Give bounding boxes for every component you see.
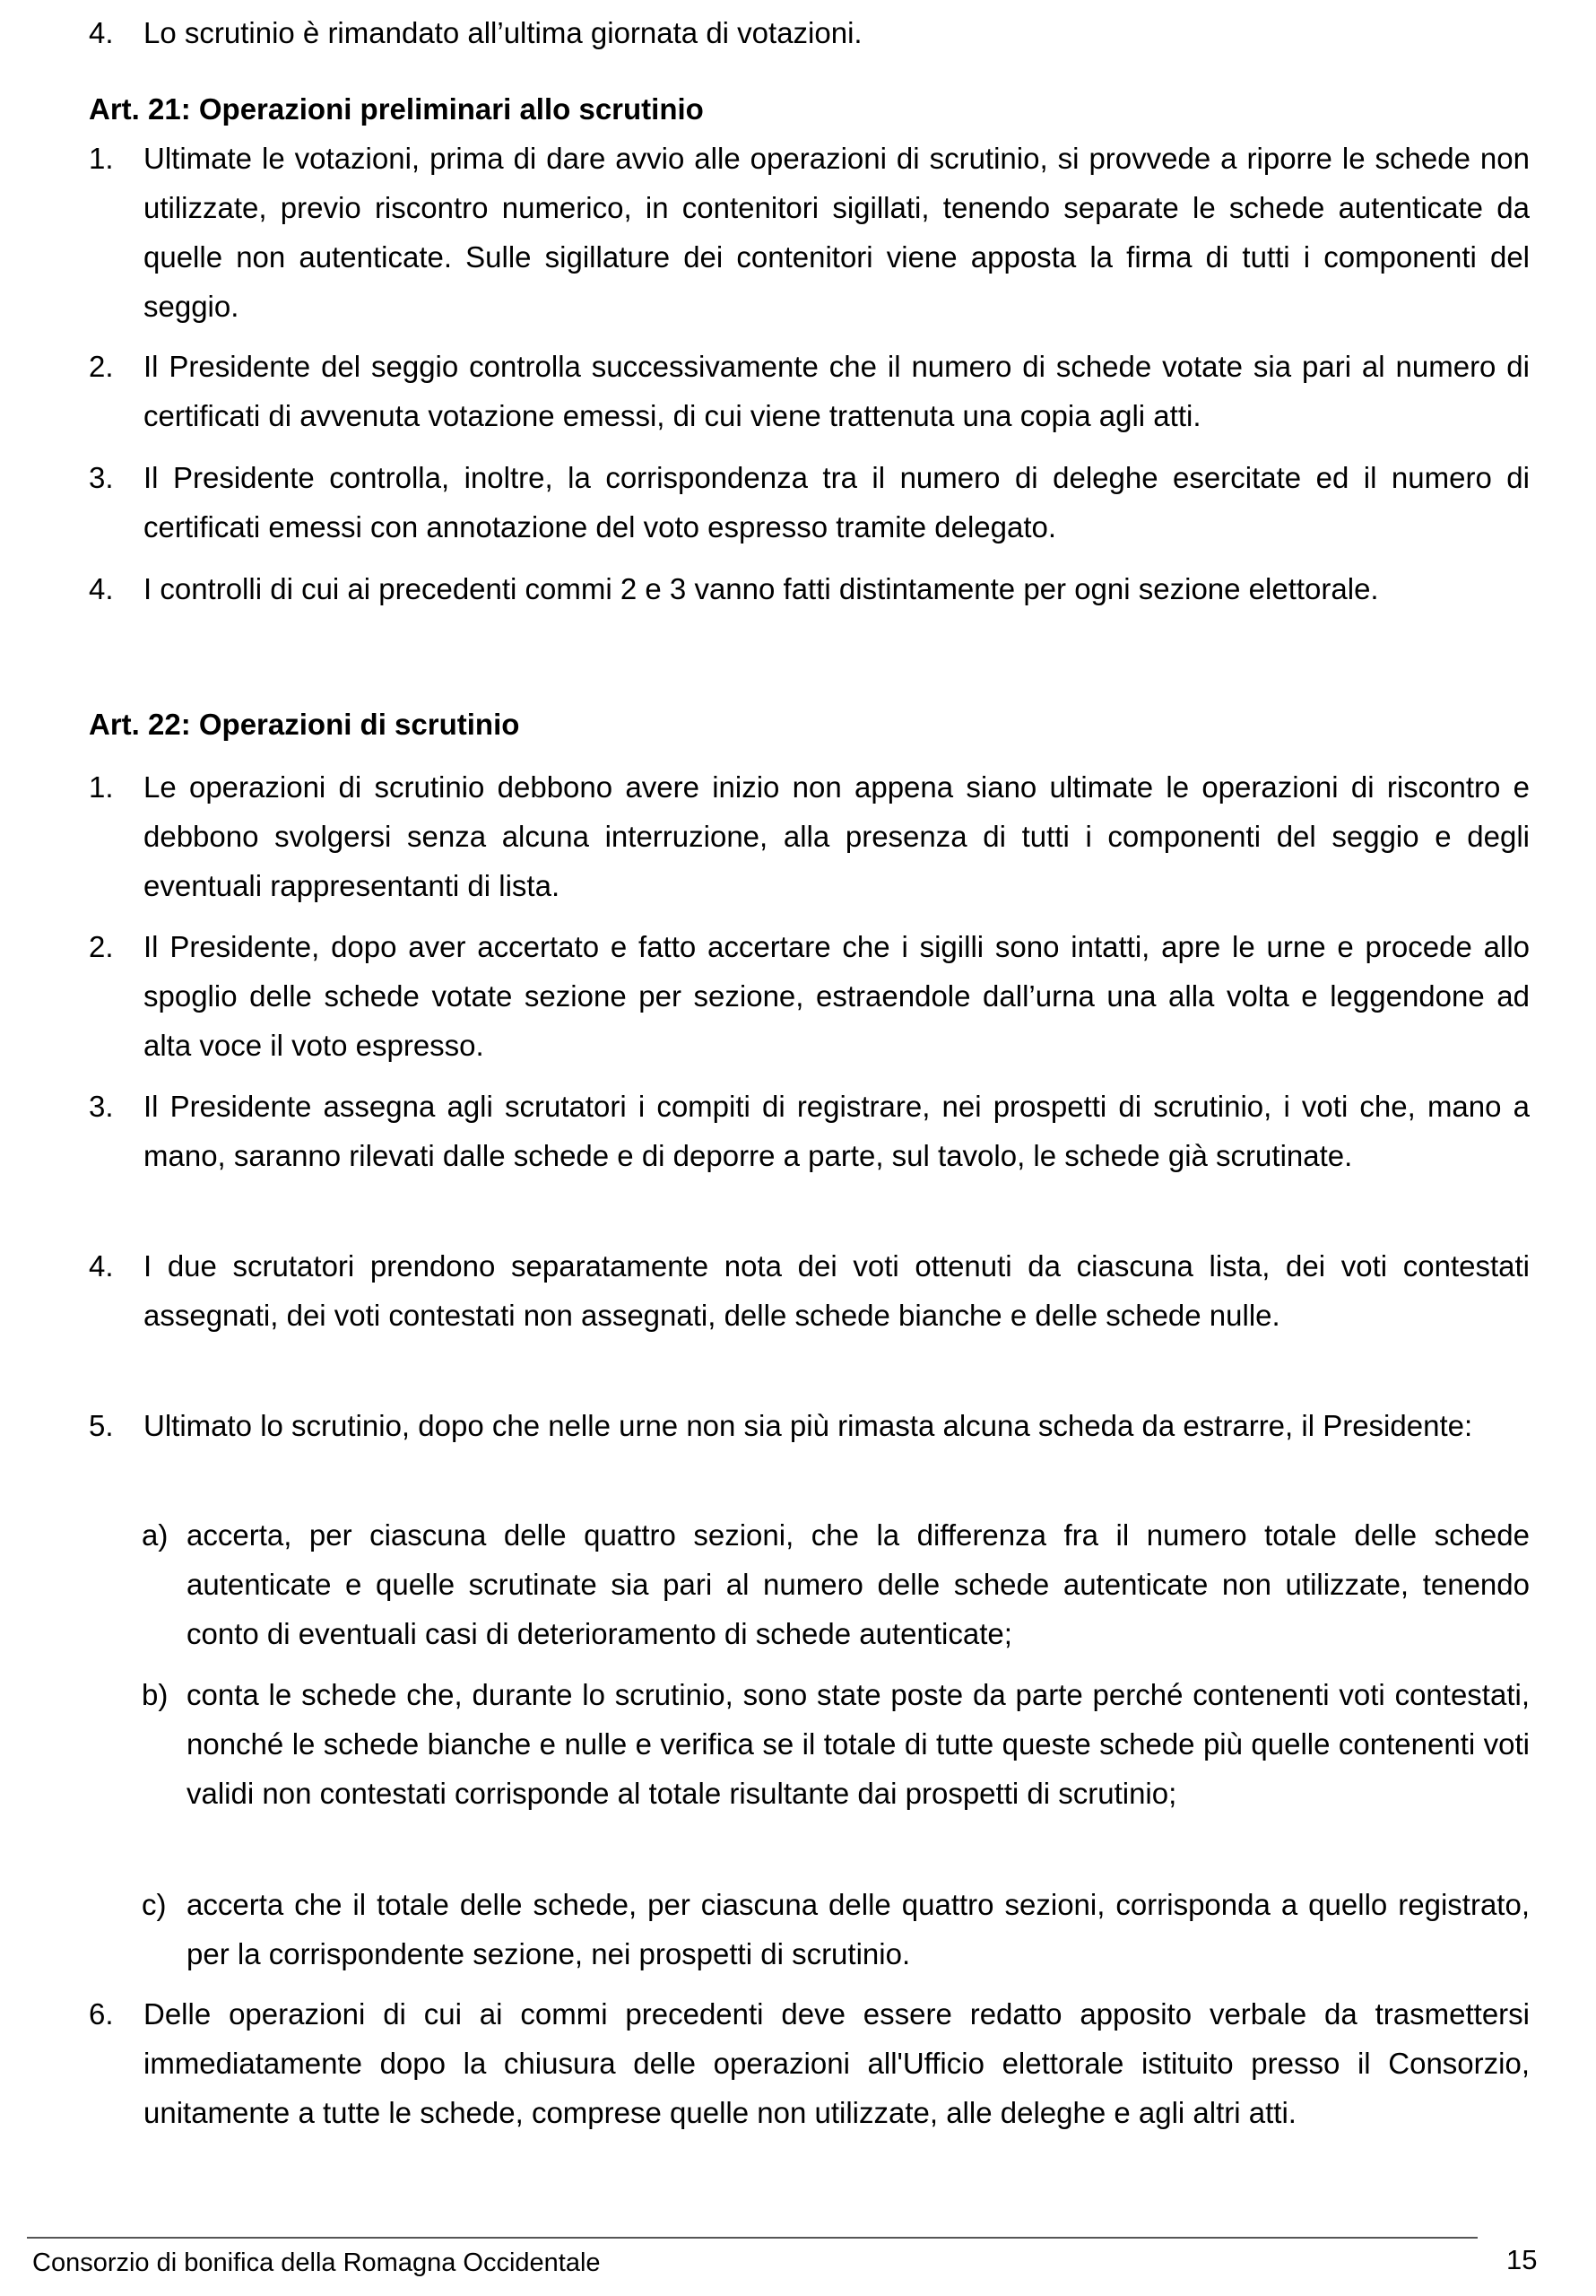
sub-item-a (142, 1510, 1530, 1658)
footer-divider (27, 2237, 1478, 2239)
item-text: I controlli di cui ai precedenti commi 2 e 3 vanno fatti distintamente per ogni sezione elettorale. (143, 572, 1379, 605)
sub-item-b (142, 1670, 1530, 1818)
item-text: I due scrutatori prendono separatamente nota dei voti ottenuti da ciascuna lista, dei voti contestati assegnati, dei voti contestati non assegnati, delle schede bianche e delle schede nulle. (143, 1249, 1530, 1332)
article-heading: Art. 21: Operazioni preliminari allo scrutinio (89, 92, 704, 126)
page-number: 15 (1506, 2244, 1538, 2275)
list-item (89, 922, 1530, 1070)
sub-item-letter: b) (142, 1678, 169, 1711)
item-number: 5. (89, 1409, 114, 1442)
item-number: 6. (89, 1997, 114, 2031)
item-number: 4. (89, 16, 114, 49)
article-22-item-6 (89, 1989, 1530, 2137)
item-text: Ultimate le votazioni, prima di dare avvio alle operazioni di scrutinio, si provvede a riporre le schede non utilizzate, previo riscontro numerico, in contenitori sigillati, tenendo separate le schede autenticate da quelle non autenticate. Sulle sigillature dei contenitori viene apposta la firma di tutti i componenti del seggio. (143, 142, 1530, 323)
article-21-item-4 (89, 564, 1530, 613)
sub-item-text: conta le schede che, durante lo scrutinio, sono state poste da parte perché contenenti voti contestati, nonché le schede bianche e nulle e verifica se il totale di tutte queste schede più quelle contenenti voti validi non contestati corrisponde al totale risultante dai prospetti di scrutinio; (186, 1678, 1530, 1810)
item-number: 2. (89, 350, 114, 383)
article-21 (89, 84, 1530, 134)
item-text: Ultimato lo scrutinio, dopo che nelle urne non sia più rimasta alcuna scheda da estrarre, il Presidente: (143, 1409, 1473, 1442)
item-number: 1. (89, 770, 114, 804)
item-number: 4. (89, 572, 114, 605)
list-item (89, 1989, 1530, 2137)
article-21-item-3 (89, 453, 1530, 552)
item-number: 1. (89, 142, 114, 175)
list-item (89, 1401, 1530, 1450)
item-text: Delle operazioni di cui ai commi precedenti deve essere redatto apposito verbale da trasmettersi immediatamente dopo la chiusura delle operazioni all'Ufficio elettorale istituito presso il Consorzio, unitamente a tutte le schede, comprese quelle non utilizzate, alle deleghe e agli altri atti. (143, 1997, 1530, 2129)
list-item (89, 342, 1530, 440)
list-item (89, 762, 1530, 910)
article-22 (89, 700, 1530, 749)
item-text: Il Presidente, dopo aver accertato e fatto accertare che i sigilli sono intatti, apre le urne e procede allo spoglio delle schede votate sezione per sezione, estraendole dall’urna una alla volta e leggendone ad alta voce il voto espresso. (143, 930, 1530, 1062)
sub-list-item (142, 1670, 1530, 1818)
sub-item-letter: c) (142, 1888, 167, 1921)
item-number: 2. (89, 930, 114, 963)
item-text: Lo scrutinio è rimandato all’ultima giornata di votazioni. (143, 16, 863, 49)
item-text: Le operazioni di scrutinio debbono avere inizio non appena siano ultimate le operazioni di riscontro e debbono svolgersi senza alcuna interruzione, alla presenza di tutti i componenti del seggio e degli eventuali rappresentanti di lista. (143, 770, 1530, 902)
article-22-item-3 (89, 1082, 1530, 1180)
item-text: Il Presidente del seggio controlla successivamente che il numero di schede votate sia pari al numero di certificati di avvenuta votazione emessi, di cui viene trattenuta una copia agli atti. (143, 350, 1530, 432)
item-text: Il Presidente controlla, inoltre, la corrispondenza tra il numero di deleghe esercitate ed il numero di certificati emessi con annotazione del voto espresso tramite delegato. (143, 461, 1530, 544)
item-number: 3. (89, 461, 114, 494)
item-number: 3. (89, 1090, 114, 1123)
article-21-item-1 (89, 134, 1530, 331)
item-text: Il Presidente assegna agli scrutatori i compiti di registrare, nei prospetti di scrutinio, i voti che, mano a mano, saranno rilevati dalle schede e di deporre a parte, sul tavolo, le schede già scrutinate. (143, 1090, 1530, 1172)
sub-item-c (142, 1880, 1530, 1979)
sub-item-text: accerta che il totale delle schede, per ciascuna delle quattro sezioni, corrisponda a quello registrato, per la corrispondente sezione, nei prospetti di scrutinio. (186, 1888, 1530, 1970)
sub-item-text: accerta, per ciascuna delle quattro sezioni, che la differenza fra il numero totale delle schede autenticate e quelle scrutinate sia pari al numero delle schede autenticate non utilizzate, tenendo conto di eventuali casi di deterioramento di schede autenticate; (186, 1518, 1530, 1650)
list-item (89, 564, 1530, 613)
article-22-item-1 (89, 762, 1530, 910)
list-item (89, 453, 1530, 552)
sub-item-letter: a) (142, 1518, 169, 1552)
list-item (89, 1082, 1530, 1180)
article-heading: Art. 22: Operazioni di scrutinio (89, 708, 520, 741)
sub-list-item (142, 1880, 1530, 1979)
article-22-item-2 (89, 922, 1530, 1070)
sub-list-item (142, 1510, 1530, 1658)
list-item (89, 134, 1530, 331)
article-21-item-2 (89, 342, 1530, 440)
prev-article-item (89, 8, 1530, 57)
article-22-item-5 (89, 1401, 1530, 1450)
item-number: 4. (89, 1249, 114, 1283)
footer-organization: Consorzio di bonifica della Romagna Occidentale (32, 2248, 601, 2277)
article-22-item-4 (89, 1241, 1530, 1340)
list-item (89, 8, 1530, 57)
list-item (89, 1241, 1530, 1340)
